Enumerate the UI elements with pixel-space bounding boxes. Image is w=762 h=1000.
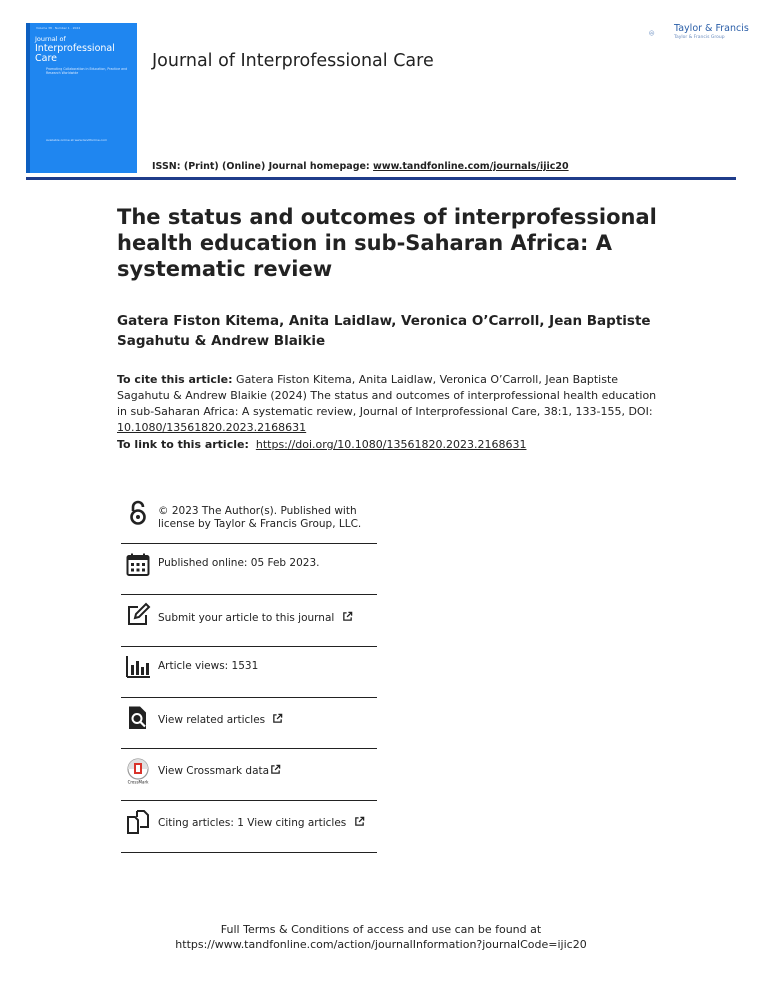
footer — [0, 922, 762, 952]
doi-link[interactable]: 10.1080/13561820.2023.2168631 — [117, 421, 307, 434]
published-date: Published online: 05 Feb 2023. — [158, 557, 320, 569]
taylor-francis-logo-icon — [649, 22, 671, 44]
related-item[interactable] — [121, 697, 377, 749]
calendar-icon — [125, 552, 151, 578]
cite-label: To cite this article: — [117, 373, 233, 386]
bar-chart-icon — [125, 653, 151, 679]
issn-label: ISSN: (Print) (Online) Journal homepage: — [152, 161, 374, 172]
issn-line — [152, 161, 569, 172]
external-link-icon — [272, 713, 283, 724]
submit-item[interactable] — [121, 594, 377, 647]
license-line-2: license by Taylor & Francis Group, LLC. — [158, 518, 362, 530]
article-title: The status and outcomes of interprofessional health education in sub-Saharan Africa: A systematic review — [117, 205, 657, 281]
crossmark-item[interactable] — [121, 748, 377, 801]
footer-terms-url[interactable]: https://www.tandfonline.com/action/journalInformation?journalCode=ijic20 — [175, 938, 587, 951]
cover-title-main: Interprofessional Care — [35, 43, 115, 64]
crossmark-label[interactable]: View Crossmark data — [158, 765, 270, 777]
footer-line-1: Full Terms & Conditions of access and use can be found at — [220, 923, 542, 936]
cover-subtitle: Promoting Collaboration in Education, Practice and Research Worldwide — [46, 67, 128, 75]
citing-label[interactable]: Citing articles: 1 View citing articles — [158, 817, 347, 829]
journal-homepage-link[interactable]: www.tandfonline.com/journals/ijic20 — [373, 161, 569, 172]
cover-strip — [26, 23, 30, 173]
crossmark-logo-text: CrossMark — [127, 779, 149, 784]
cite-text: Gatera Fiston Kitema, Anita Laidlaw, Veronica O’Carroll, Jean Baptiste Sagahutu & Andrew Blaikie (2024) The status and outcomes of interprofessional health education in sub-Saharan Africa: A systematic review, Journal of Interprofessional Care, 38:1, 133-155, DOI: — [117, 373, 657, 418]
open-access-icon — [125, 500, 151, 526]
views-item — [121, 646, 377, 698]
citation-block — [117, 372, 657, 436]
cover-volume: Volume 38 · Number 1 · 2024 — [36, 26, 81, 30]
journal-cover — [26, 23, 137, 173]
license-item[interactable] — [121, 498, 377, 544]
article-doi-url[interactable]: https://doi.org/10.1080/13561820.2023.2168631 — [255, 438, 527, 451]
external-link-icon — [354, 816, 365, 827]
link-label: To link to this article: — [117, 438, 249, 451]
crossmark-icon — [125, 758, 151, 784]
journal-title: Journal of Interprofessional Care — [152, 51, 434, 71]
submit-label[interactable]: Submit your article to this journal — [158, 612, 335, 624]
citing-documents-icon — [125, 809, 151, 835]
publisher-name: Taylor & Francis — [674, 23, 749, 34]
external-link-icon — [342, 611, 353, 622]
publisher-tagline: Taylor & Francis Group — [674, 35, 725, 40]
license-line-1: © 2023 The Author(s). Published with — [158, 505, 357, 517]
article-views: Article views: 1531 — [158, 660, 259, 672]
related-search-icon — [125, 705, 151, 731]
published-item — [121, 543, 377, 595]
article-link-line — [117, 438, 526, 451]
external-link-icon — [270, 764, 281, 775]
cover-title-small: Journal of — [35, 35, 66, 43]
header-rule — [26, 177, 736, 180]
edit-icon — [125, 602, 151, 628]
related-label[interactable]: View related articles — [158, 714, 266, 726]
article-authors: Gatera Fiston Kitema, Anita Laidlaw, Veronica O’Carroll, Jean Baptiste Sagahutu & Andrew Blaikie — [117, 313, 651, 349]
citing-item[interactable] — [121, 800, 377, 853]
cover-title — [35, 34, 130, 64]
cover-mid-text: Available online at www.tandfonline.com — [46, 138, 108, 142]
